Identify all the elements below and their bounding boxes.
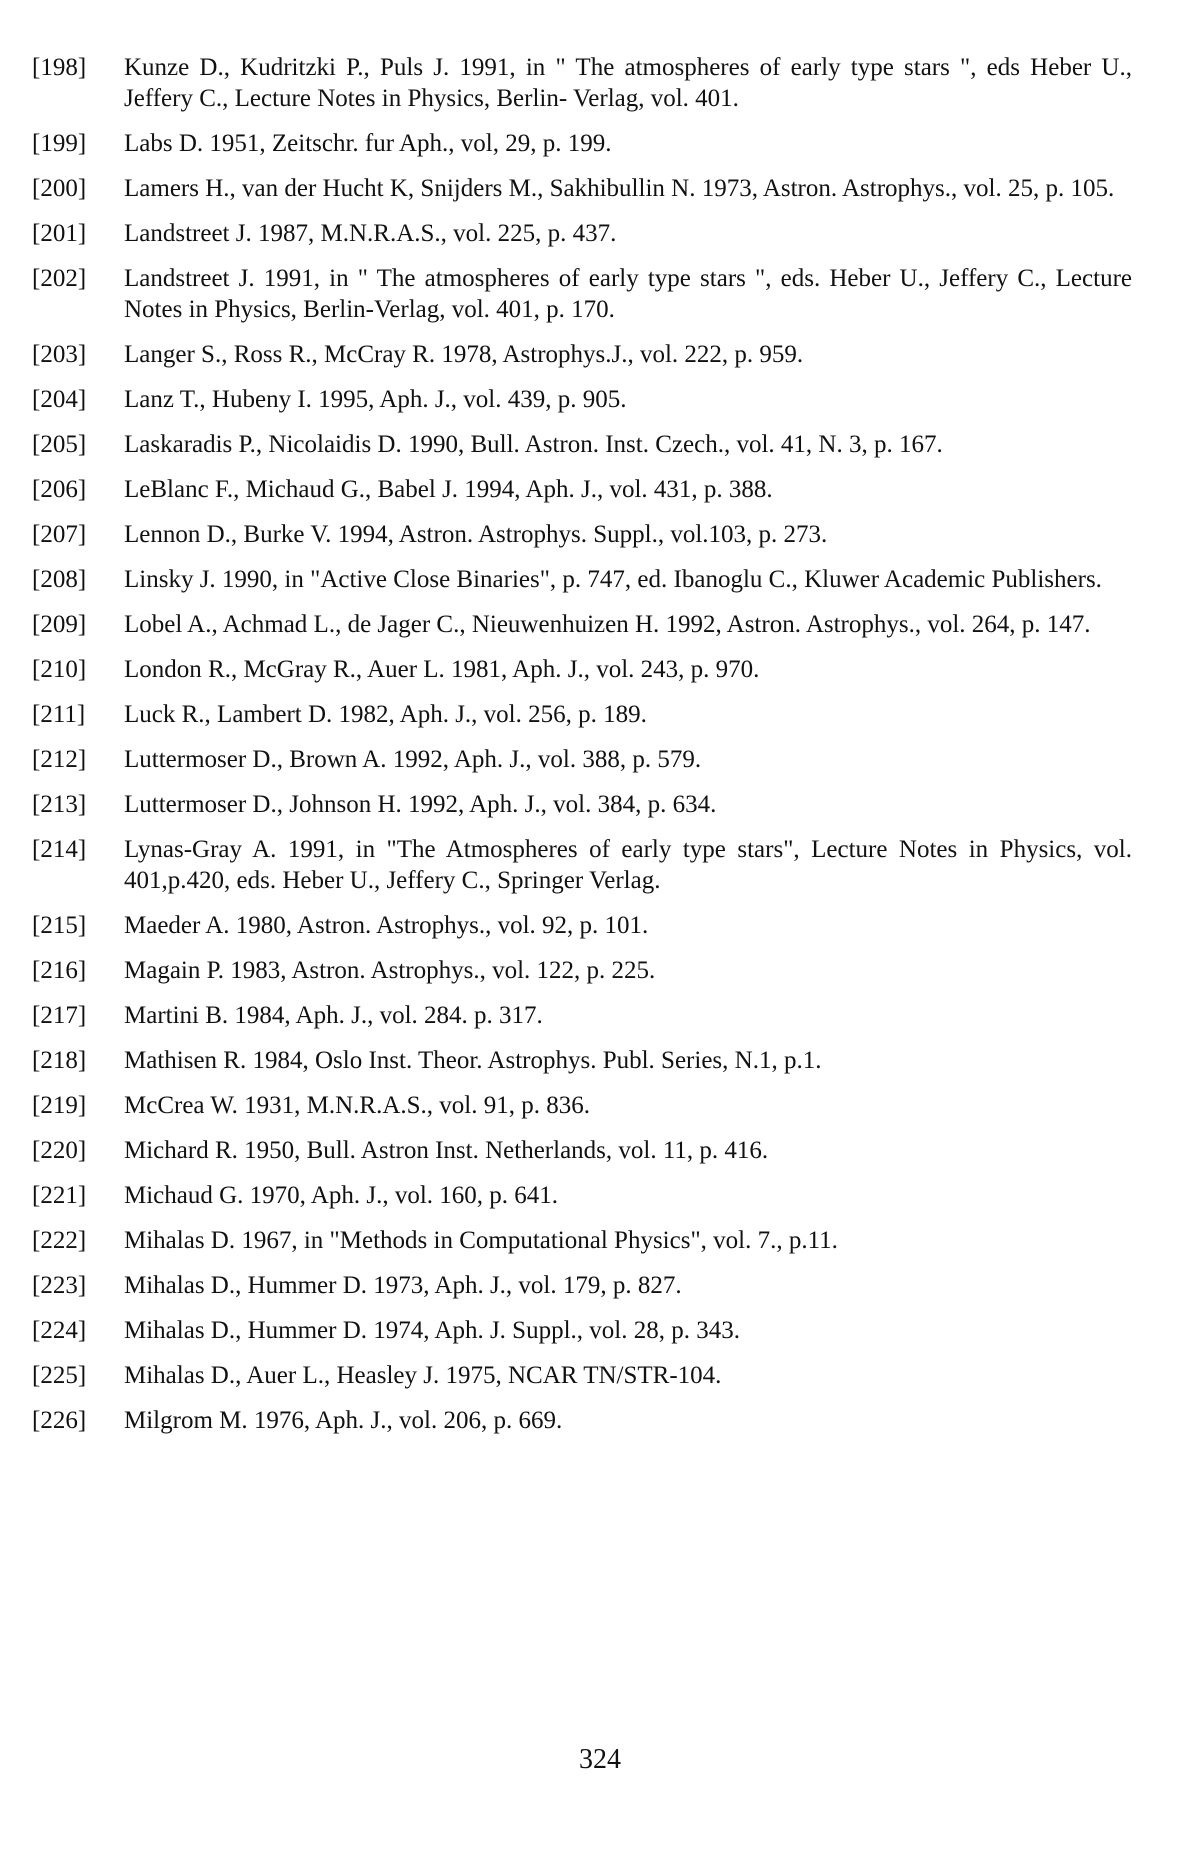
reference-text: London R., McGray R., Auer L. 1981, Aph. J., vol. 243, p. 970. — [124, 656, 760, 683]
reference-number: [214] — [32, 836, 87, 863]
reference-item — [32, 1225, 1132, 1256]
reference-number: [226] — [32, 1407, 87, 1434]
reference-text: Mihalas D., Hummer D. 1974, Aph. J. Suppl., vol. 28, p. 343. — [124, 1317, 740, 1344]
reference-item — [32, 955, 1132, 986]
reference-item — [32, 384, 1132, 415]
reference-item — [32, 173, 1132, 204]
reference-item — [32, 218, 1132, 249]
reference-text: McCrea W. 1931, M.N.R.A.S., vol. 91, p. 836. — [124, 1092, 590, 1119]
reference-text: Linsky J. 1990, in "Active Close Binaries", p. 747, ed. Ibanoglu C., Kluwer Academic Publishers. — [124, 566, 1102, 593]
reference-text: Lanz T., Hubeny I. 1995, Aph. J., vol. 439, p. 905. — [124, 386, 627, 413]
reference-text: Mihalas D., Hummer D. 1973, Aph. J., vol. 179, p. 827. — [124, 1272, 682, 1299]
reference-text: Martini B. 1984, Aph. J., vol. 284. p. 317. — [124, 1002, 543, 1029]
reference-item — [32, 1090, 1132, 1121]
reference-text: Maeder A. 1980, Astron. Astrophys., vol. 92, p. 101. — [124, 912, 649, 939]
reference-number: [199] — [32, 130, 87, 157]
reference-number: [225] — [32, 1362, 87, 1389]
reference-number: [211] — [32, 701, 86, 728]
reference-text: Michard R. 1950, Bull. Astron Inst. Netherlands, vol. 11, p. 416. — [124, 1137, 769, 1164]
reference-number: [218] — [32, 1047, 87, 1074]
reference-number: [205] — [32, 431, 87, 458]
reference-number: [220] — [32, 1137, 87, 1164]
reference-number: [222] — [32, 1227, 87, 1254]
reference-text: Lynas-Gray A. 1991, in "The Atmospheres of early type stars", Lecture Notes in Physics, vol. 401,p.420, eds. Heber U., Jeffery C., Springer Verlag. — [124, 836, 1132, 894]
reference-number: [206] — [32, 476, 87, 503]
reference-text: Kunze D., Kudritzki P., Puls J. 1991, in " The atmospheres of early type stars ", eds Heber U., Jeffery C., Lecture Notes in Physics, Berlin- Verlag, vol. 401. — [124, 54, 1132, 112]
reference-item — [32, 744, 1132, 775]
reference-item — [32, 1045, 1132, 1076]
reference-item — [32, 128, 1132, 159]
reference-item — [32, 834, 1132, 896]
reference-text: Landstreet J. 1991, in " The atmospheres of early type stars ", eds. Heber U., Jeffery C., Lecture Notes in Physics, Berlin-Verlag, vol. 401, p. 170. — [124, 265, 1132, 323]
reference-text: Lennon D., Burke V. 1994, Astron. Astrophys. Suppl., vol.103, p. 273. — [124, 521, 828, 548]
reference-text: Mihalas D. 1967, in "Methods in Computational Physics", vol. 7., p.11. — [124, 1227, 838, 1254]
reference-item — [32, 910, 1132, 941]
reference-text: Mathisen R. 1984, Oslo Inst. Theor. Astrophys. Publ. Series, N.1, p.1. — [124, 1047, 822, 1074]
reference-text: Mihalas D., Auer L., Heasley J. 1975, NCAR TN/STR-104. — [124, 1362, 722, 1389]
reference-item — [32, 263, 1132, 325]
reference-text: Luttermoser D., Brown A. 1992, Aph. J., vol. 388, p. 579. — [124, 746, 702, 773]
reference-item — [32, 1360, 1132, 1391]
reference-text: LeBlanc F., Michaud G., Babel J. 1994, Aph. J., vol. 431, p. 388. — [124, 476, 773, 503]
reference-text: Lamers H., van der Hucht K, Snijders M., Sakhibullin N. 1973, Astron. Astrophys., vol. 25, p. 105. — [124, 175, 1115, 202]
reference-item — [32, 1315, 1132, 1346]
reference-number: [212] — [32, 746, 87, 773]
reference-number: [216] — [32, 957, 87, 984]
reference-item — [32, 474, 1132, 505]
reference-text: Milgrom M. 1976, Aph. J., vol. 206, p. 669. — [124, 1407, 563, 1434]
reference-item — [32, 1135, 1132, 1166]
reference-number: [207] — [32, 521, 87, 548]
reference-item — [32, 429, 1132, 460]
reference-text: Magain P. 1983, Astron. Astrophys., vol. 122, p. 225. — [124, 957, 656, 984]
reference-text: Luttermoser D., Johnson H. 1992, Aph. J., vol. 384, p. 634. — [124, 791, 717, 818]
reference-text: Landstreet J. 1987, M.N.R.A.S., vol. 225, p. 437. — [124, 220, 617, 247]
reference-text: Laskaradis P., Nicolaidis D. 1990, Bull. Astron. Inst. Czech., vol. 41, N. 3, p. 167. — [124, 431, 943, 458]
reference-number: [202] — [32, 265, 87, 292]
reference-item — [32, 654, 1132, 685]
reference-number: [200] — [32, 175, 87, 202]
reference-number: [213] — [32, 791, 87, 818]
reference-item — [32, 609, 1132, 640]
reference-number: [208] — [32, 566, 87, 593]
reference-number: [204] — [32, 386, 87, 413]
reference-item — [32, 699, 1132, 730]
reference-number: [209] — [32, 611, 87, 638]
reference-item — [32, 339, 1132, 370]
reference-number: [217] — [32, 1002, 87, 1029]
reference-item — [32, 1000, 1132, 1031]
reference-number: [210] — [32, 656, 87, 683]
reference-number: [223] — [32, 1272, 87, 1299]
reference-item — [32, 1180, 1132, 1211]
reference-number: [221] — [32, 1182, 87, 1209]
reference-number: [219] — [32, 1092, 87, 1119]
reference-text: Luck R., Lambert D. 1982, Aph. J., vol. 256, p. 189. — [124, 701, 647, 728]
reference-item — [32, 52, 1132, 114]
reference-item — [32, 1405, 1132, 1436]
reference-number: [203] — [32, 341, 87, 368]
page-number: 324 — [579, 1744, 621, 1775]
reference-item — [32, 519, 1132, 550]
reference-number: [198] — [32, 54, 87, 81]
reference-item — [32, 1270, 1132, 1301]
reference-list — [32, 52, 1132, 1450]
reference-number: [215] — [32, 912, 87, 939]
reference-number: [224] — [32, 1317, 87, 1344]
reference-text: Michaud G. 1970, Aph. J., vol. 160, p. 641. — [124, 1182, 559, 1209]
reference-text: Langer S., Ross R., McCray R. 1978, Astrophys.J., vol. 222, p. 959. — [124, 341, 804, 368]
reference-text: Labs D. 1951, Zeitschr. fur Aph., vol, 29, p. 199. — [124, 130, 612, 157]
reference-item — [32, 564, 1132, 595]
reference-item — [32, 789, 1132, 820]
reference-text: Lobel A., Achmad L., de Jager C., Nieuwenhuizen H. 1992, Astron. Astrophys., vol. 264, p. 147. — [124, 611, 1091, 638]
reference-number: [201] — [32, 220, 87, 247]
